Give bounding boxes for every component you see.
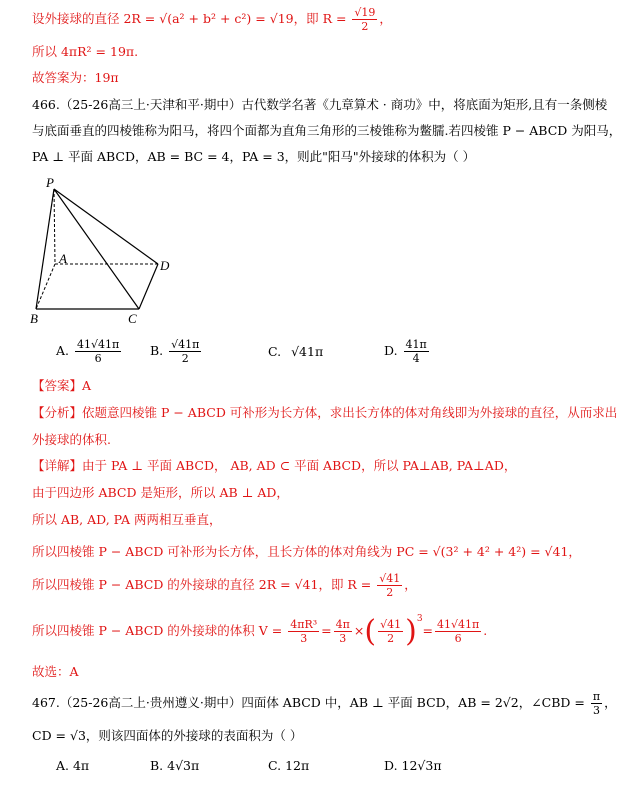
frac-den: 2 (361, 20, 369, 33)
q466-analysis-line2: 外接球的体积. (32, 432, 111, 447)
frac-num: 41π (405, 338, 427, 351)
q466-stem-line3: PA ⊥ 平面 ABCD，AB = BC = 4，PA = 3，则此"阳马"外接球的体积为（ ） (32, 149, 476, 164)
q466-stem-line1: 466.（25-26高三上·天津和平·期中）古代数学名著《九章算术 · 商功》中，将底面为矩形,且有一条侧棱 (32, 97, 608, 112)
detail6-text: 所以四棱锥 P − ABCD 的外接球的体积 V = (32, 623, 287, 638)
punct: . (483, 623, 488, 638)
frac-den: 3 (592, 704, 600, 717)
label-C: C (128, 311, 137, 326)
q466-option-c[interactable] (268, 344, 323, 359)
option-value: √41π (291, 344, 324, 359)
q466-detail-line2: 由于四边形 ABCD 是矩形，所以 AB ⊥ AD， (32, 485, 289, 500)
prev-answer-line: 故答案为：19π (32, 70, 119, 85)
detail5-text: 所以四棱锥 P − ABCD 的外接球的直径 2R = √41，即 R = (32, 577, 376, 592)
option-label: D. (384, 343, 398, 358)
frac-den: 3 (339, 632, 347, 645)
volume-fraction-4 (435, 618, 481, 645)
q466-detail-line4: 所以四棱锥 P − ABCD 可补形为长方体，且长方体的体对角线为 PC = √(3² + 4² + 4²) = √41， (32, 544, 581, 559)
q466-option-b[interactable] (150, 338, 203, 365)
q466-detail-line5 (32, 572, 417, 599)
q466-analysis-line1: 【分析】依题意四棱锥 P − ABCD 可补形为长方体，求出长方体的体对角线即为外接球的直径，从而求出 (32, 405, 618, 420)
frac-den: 6 (94, 352, 102, 365)
frac-num: 4π (335, 618, 350, 631)
q467-option-d[interactable]: D. 12√3π (384, 758, 442, 773)
label-P: P (46, 175, 54, 190)
q467-stem-line1 (32, 690, 617, 717)
volume-fraction-3 (378, 618, 403, 645)
frac-num: π (592, 690, 601, 703)
prev-area-line: 所以 4πR² = 19π. (32, 44, 139, 59)
volume-fraction-2 (334, 618, 352, 645)
q466-option-d[interactable] (384, 338, 431, 365)
edge-PA-hidden (54, 189, 55, 264)
label-B: B (30, 311, 38, 326)
label-A: A (59, 251, 67, 266)
edge-PB (36, 189, 54, 309)
exponent: 3 (416, 614, 423, 624)
frac-num: √41π (171, 338, 200, 351)
q466-detail-line1: 【详解】由于 PA ⊥ 平面 ABCD， AB, AD ⊂ 平面 ABCD，所以 PA⊥AB, PA⊥AD， (32, 458, 517, 473)
q467-option-a[interactable]: A. 4π (56, 758, 90, 773)
prev-r-fraction (352, 6, 377, 33)
frac-num: 4πR³ (290, 618, 318, 631)
punct: ， (404, 577, 417, 592)
right-paren: ) (405, 614, 417, 649)
frac-den: 2 (386, 586, 394, 599)
prev-diameter-text: 设外接球的直径 2R = √(a² + b² + c²) = √19，即 R = (32, 11, 351, 26)
q466-answer: 【答案】A (32, 378, 92, 393)
frac-den: 2 (387, 632, 395, 645)
frac-den: 4 (412, 352, 420, 365)
frac-num: √41 (380, 618, 402, 631)
option-label: B. (150, 343, 164, 358)
q467-option-c[interactable]: C. 12π (268, 758, 310, 773)
left-paren: ( (364, 614, 377, 649)
option-fraction (404, 338, 429, 365)
frac-num: 41√41π (77, 338, 120, 351)
frac-num: √41 (379, 572, 401, 585)
frac-num: 41√41π (437, 618, 480, 631)
q467-option-b[interactable]: B. 4√3π (150, 758, 200, 773)
punct: ， (379, 11, 392, 26)
option-label: C. (268, 344, 282, 359)
q467-stem-line2: CD = √3，则该四面体的外接球的表面积为（ ） (32, 728, 303, 743)
angle-fraction (591, 690, 602, 717)
option-fraction (75, 338, 121, 365)
option-fraction (169, 338, 201, 365)
frac-num: √19 (354, 6, 376, 19)
q466-option-a[interactable] (56, 338, 123, 365)
stem-text: 467.（25-26高二上·贵州遵义·期中）四面体 ABCD 中，AB ⊥ 平面 BCD，AB = 2√2，∠CBD = (32, 695, 589, 710)
edge-CD (139, 264, 158, 309)
q466-detail-line6 (32, 614, 487, 649)
equals: = (321, 623, 332, 638)
option-label: A. (56, 343, 70, 358)
frac-den: 3 (300, 632, 308, 645)
frac-den: 2 (181, 352, 189, 365)
frac-den: 6 (454, 632, 462, 645)
times: × (353, 623, 365, 638)
prev-diameter-line (32, 6, 392, 33)
q466-pyramid-figure (28, 176, 188, 326)
edge-PD (54, 189, 158, 264)
edge-PC (54, 189, 139, 309)
label-D: D (160, 258, 170, 273)
volume-fraction-1 (288, 618, 319, 645)
r-fraction (377, 572, 402, 599)
punct: ， (604, 695, 617, 710)
q466-stem-line2: 与底面垂直的四棱锥称为阳马，将四个面都为直角三角形的三棱锥称为鳖臑.若四棱锥 P − ABCD 为阳马， (32, 123, 621, 138)
q466-choice: 故选：A (32, 664, 79, 679)
equals: = (422, 623, 434, 638)
q466-detail-line3: 所以 AB, AD, PA 两两相互垂直， (32, 512, 222, 527)
